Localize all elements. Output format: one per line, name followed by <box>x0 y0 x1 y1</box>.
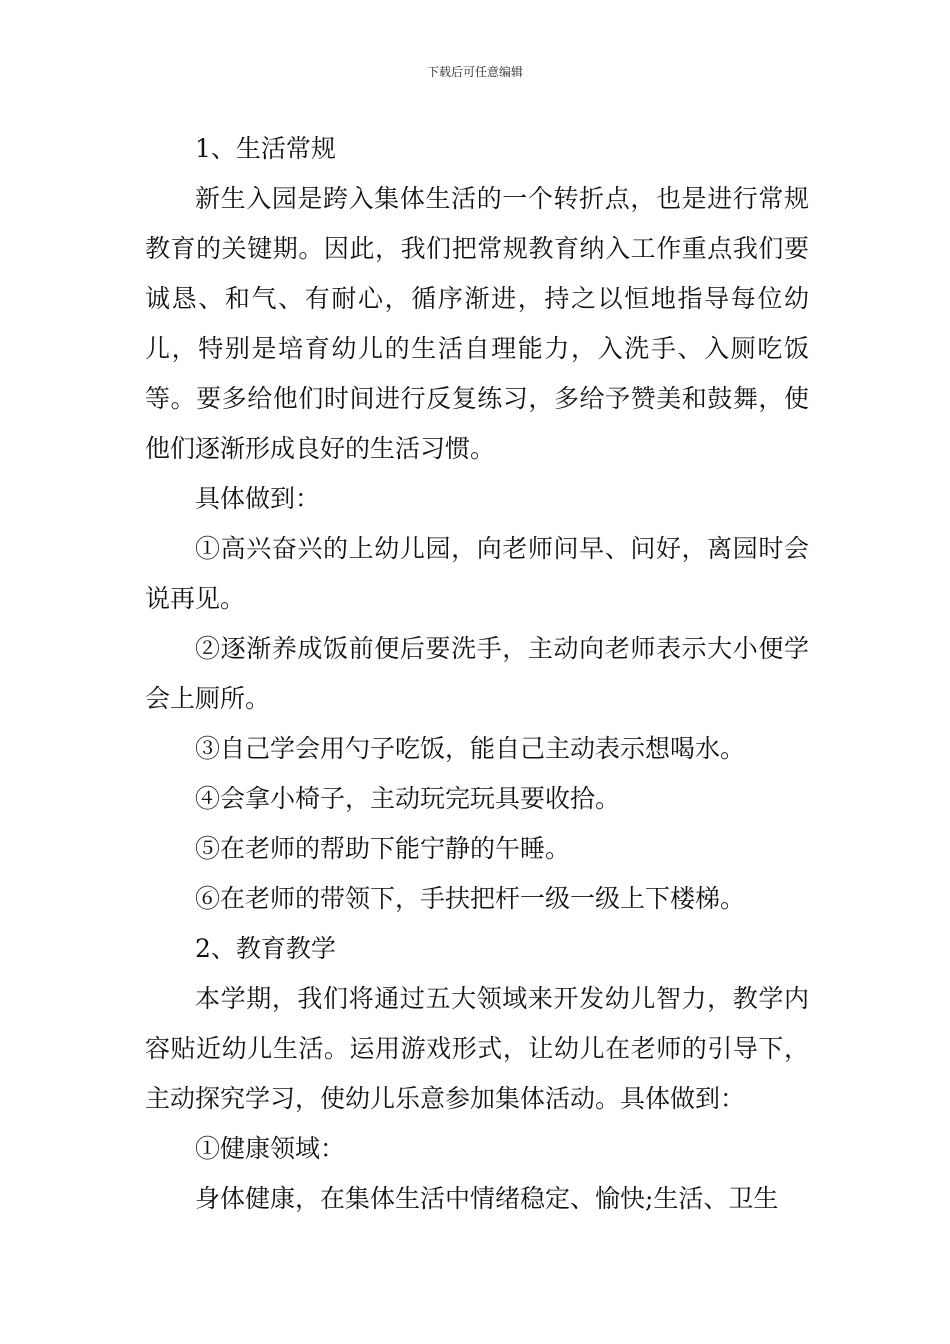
list-item: ②逐渐养成饭前便后要洗手，主动向老师表示大小便学会上厕所。 <box>145 634 809 713</box>
body-paragraph: 身体健康，在集体生活中情绪稳定、愉快;生活、卫生 <box>195 1184 779 1213</box>
list-item: ⑥在老师的带领下，手扶把杆一级一级上下楼梯。 <box>195 884 746 913</box>
section-heading-education: 2、教育教学 <box>195 934 336 963</box>
list-item: ⑤在老师的帮助下能宁静的午睡。 <box>195 834 571 863</box>
body-paragraph: 本学期，我们将通过五大领域来开发幼儿智力，教学内容贴近幼儿生活。运用游戏形式，让幼儿在老师的引导下，主动探究学习，使幼儿乐意参加集体活动。具体做到： <box>145 984 809 1113</box>
list-item: ①高兴奋兴的上幼儿园，向老师问早、问好，离园时会说再见。 <box>145 534 809 613</box>
document-body <box>145 124 809 1224</box>
body-paragraph: 新生入园是跨入集体生活的一个转折点，也是进行常规教育的关键期。因此，我们把常规教育纳入工作重点我们要诚恳、和气、有耐心，循序渐进，持之以恒地指导每位幼儿，特别是培育幼儿的生活自理能力，入洗手、入厕吃饭等。要多给他们时间进行反复练习，多给予赞美和鼓舞，使他们逐渐形成良好的生活习惯。 <box>145 184 809 463</box>
section-heading-daily-routine: 1、生活常规 <box>195 134 336 163</box>
list-item: ③自己学会用勺子吃饭，能自己主动表示想喝水。 <box>195 734 746 763</box>
list-item: ①健康领域： <box>195 1134 346 1163</box>
page-header: 下载后可任意编辑 <box>426 65 523 79</box>
list-item: ④会拿小椅子，主动玩完玩具要收拾。 <box>195 784 621 813</box>
body-paragraph: 具体做到： <box>195 484 321 513</box>
